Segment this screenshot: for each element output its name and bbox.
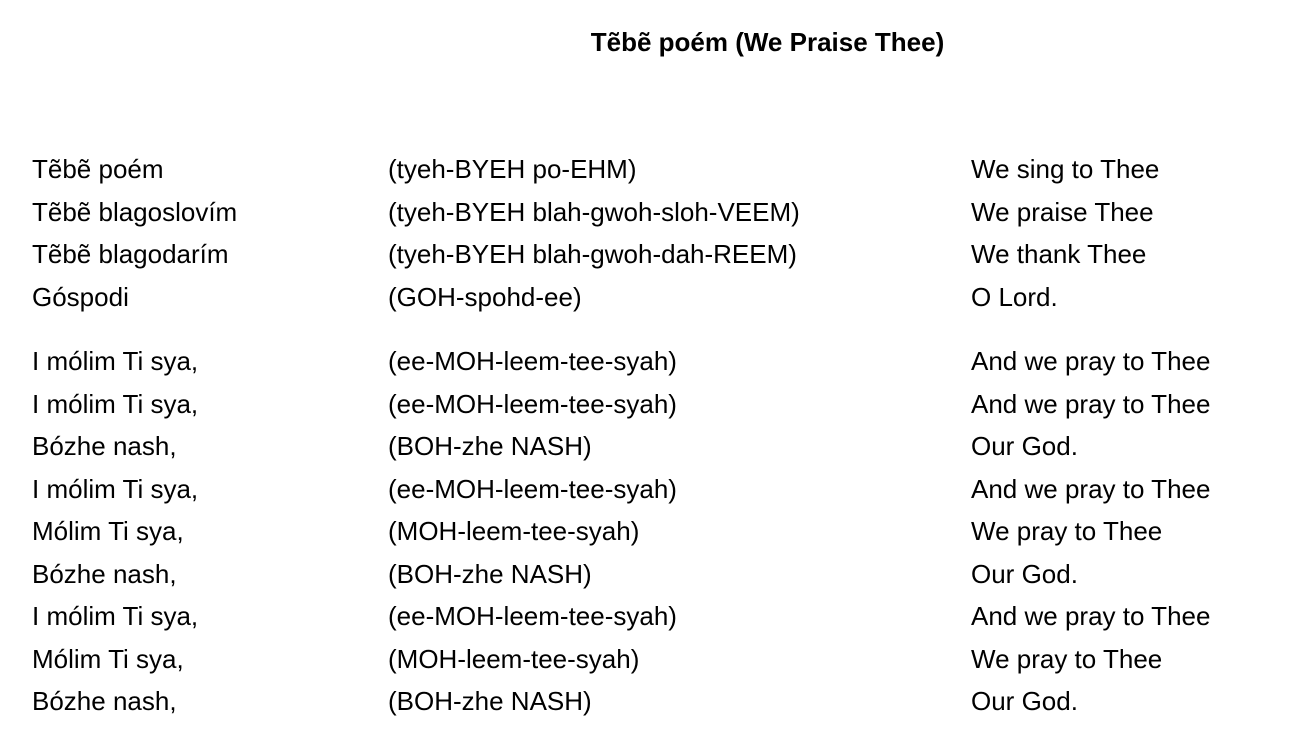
lyric-text: Góspodi [32, 281, 129, 312]
lyric-pronunciation: (MOH-leem-tee-syah) [388, 516, 640, 546]
lyric-text: I mólim Ti sya, [32, 388, 199, 419]
lyric-line [0, 233, 1289, 276]
lyric-pronunciation: (BOH-zhe NASH) [388, 686, 592, 716]
lyric-translation: We pray to Thee [971, 643, 1163, 674]
lyric-line [0, 276, 1289, 319]
lyric-translation: Our God. [971, 686, 1078, 716]
page-title: Tẽbẽ poém (We Praise Thee) [590, 27, 945, 57]
lyric-pronunciation: (tyeh-BYEH po-EHM) [388, 154, 637, 184]
lyric-text: Tẽbẽ blagodarím [32, 239, 229, 269]
stanza-1 [0, 148, 1289, 318]
lyric-translation: We sing to Thee [971, 154, 1160, 184]
lyric-pronunciation: (ee-MOH-leem-tee-syah) [388, 388, 677, 419]
lyric-line [0, 680, 1289, 723]
lyric-text: I mólim Ti sya, [32, 601, 199, 631]
lyric-text: Tẽbẽ poém [32, 154, 164, 184]
lyric-translation: And we pray to Thee [971, 346, 1211, 376]
lyric-pronunciation: (ee-MOH-leem-tee-syah) [388, 473, 677, 504]
lyric-line [0, 425, 1289, 468]
lyric-text: Mólim Ti sya, [32, 643, 184, 674]
stanza-2 [0, 340, 1289, 723]
lyric-line [0, 553, 1289, 596]
lyric-pronunciation: (tyeh-BYEH blah-gwoh-dah-REEM) [388, 239, 797, 269]
lyric-pronunciation: (GOH-spohd-ee) [388, 281, 582, 312]
lyric-pronunciation: (tyeh-BYEH blah-gwoh-sloh-VEEM) [388, 196, 800, 227]
lyric-pronunciation: (MOH-leem-tee-syah) [388, 643, 640, 674]
lyric-line [0, 510, 1289, 553]
lyric-text: Mólim Ti sya, [32, 516, 184, 546]
lyric-pronunciation: (ee-MOH-leem-tee-syah) [388, 601, 677, 631]
lyric-translation: We pray to Thee [971, 516, 1163, 546]
lyric-text: Bózhe nash, [32, 558, 177, 589]
lyric-line [0, 383, 1289, 426]
lyric-translation: We praise Thee [971, 196, 1154, 227]
lyric-translation: And we pray to Thee [971, 388, 1211, 419]
lyric-line [0, 191, 1289, 234]
lyric-translation: And we pray to Thee [971, 473, 1211, 504]
lyric-text: Bózhe nash, [32, 431, 177, 461]
lyric-line [0, 468, 1289, 511]
lyric-text: I mólim Ti sya, [32, 473, 199, 504]
lyric-line [0, 638, 1289, 681]
lyric-translation: Our God. [971, 431, 1078, 461]
lyric-translation: O Lord. [971, 281, 1058, 312]
lyric-text: I mólim Ti sya, [32, 346, 199, 376]
lyric-line [0, 595, 1289, 638]
lyric-line [0, 148, 1289, 191]
lyric-translation: Our God. [971, 558, 1078, 589]
lyric-text: Bózhe nash, [32, 686, 177, 716]
lyric-translation: And we pray to Thee [971, 601, 1211, 631]
lyric-pronunciation: (BOH-zhe NASH) [388, 431, 592, 461]
lyric-pronunciation: (ee-MOH-leem-tee-syah) [388, 346, 677, 376]
lyric-line [0, 340, 1289, 383]
lyric-pronunciation: (BOH-zhe NASH) [388, 558, 592, 589]
lyric-text: Tẽbẽ blagoslovím [32, 196, 238, 227]
lyric-translation: We thank Thee [971, 239, 1147, 269]
